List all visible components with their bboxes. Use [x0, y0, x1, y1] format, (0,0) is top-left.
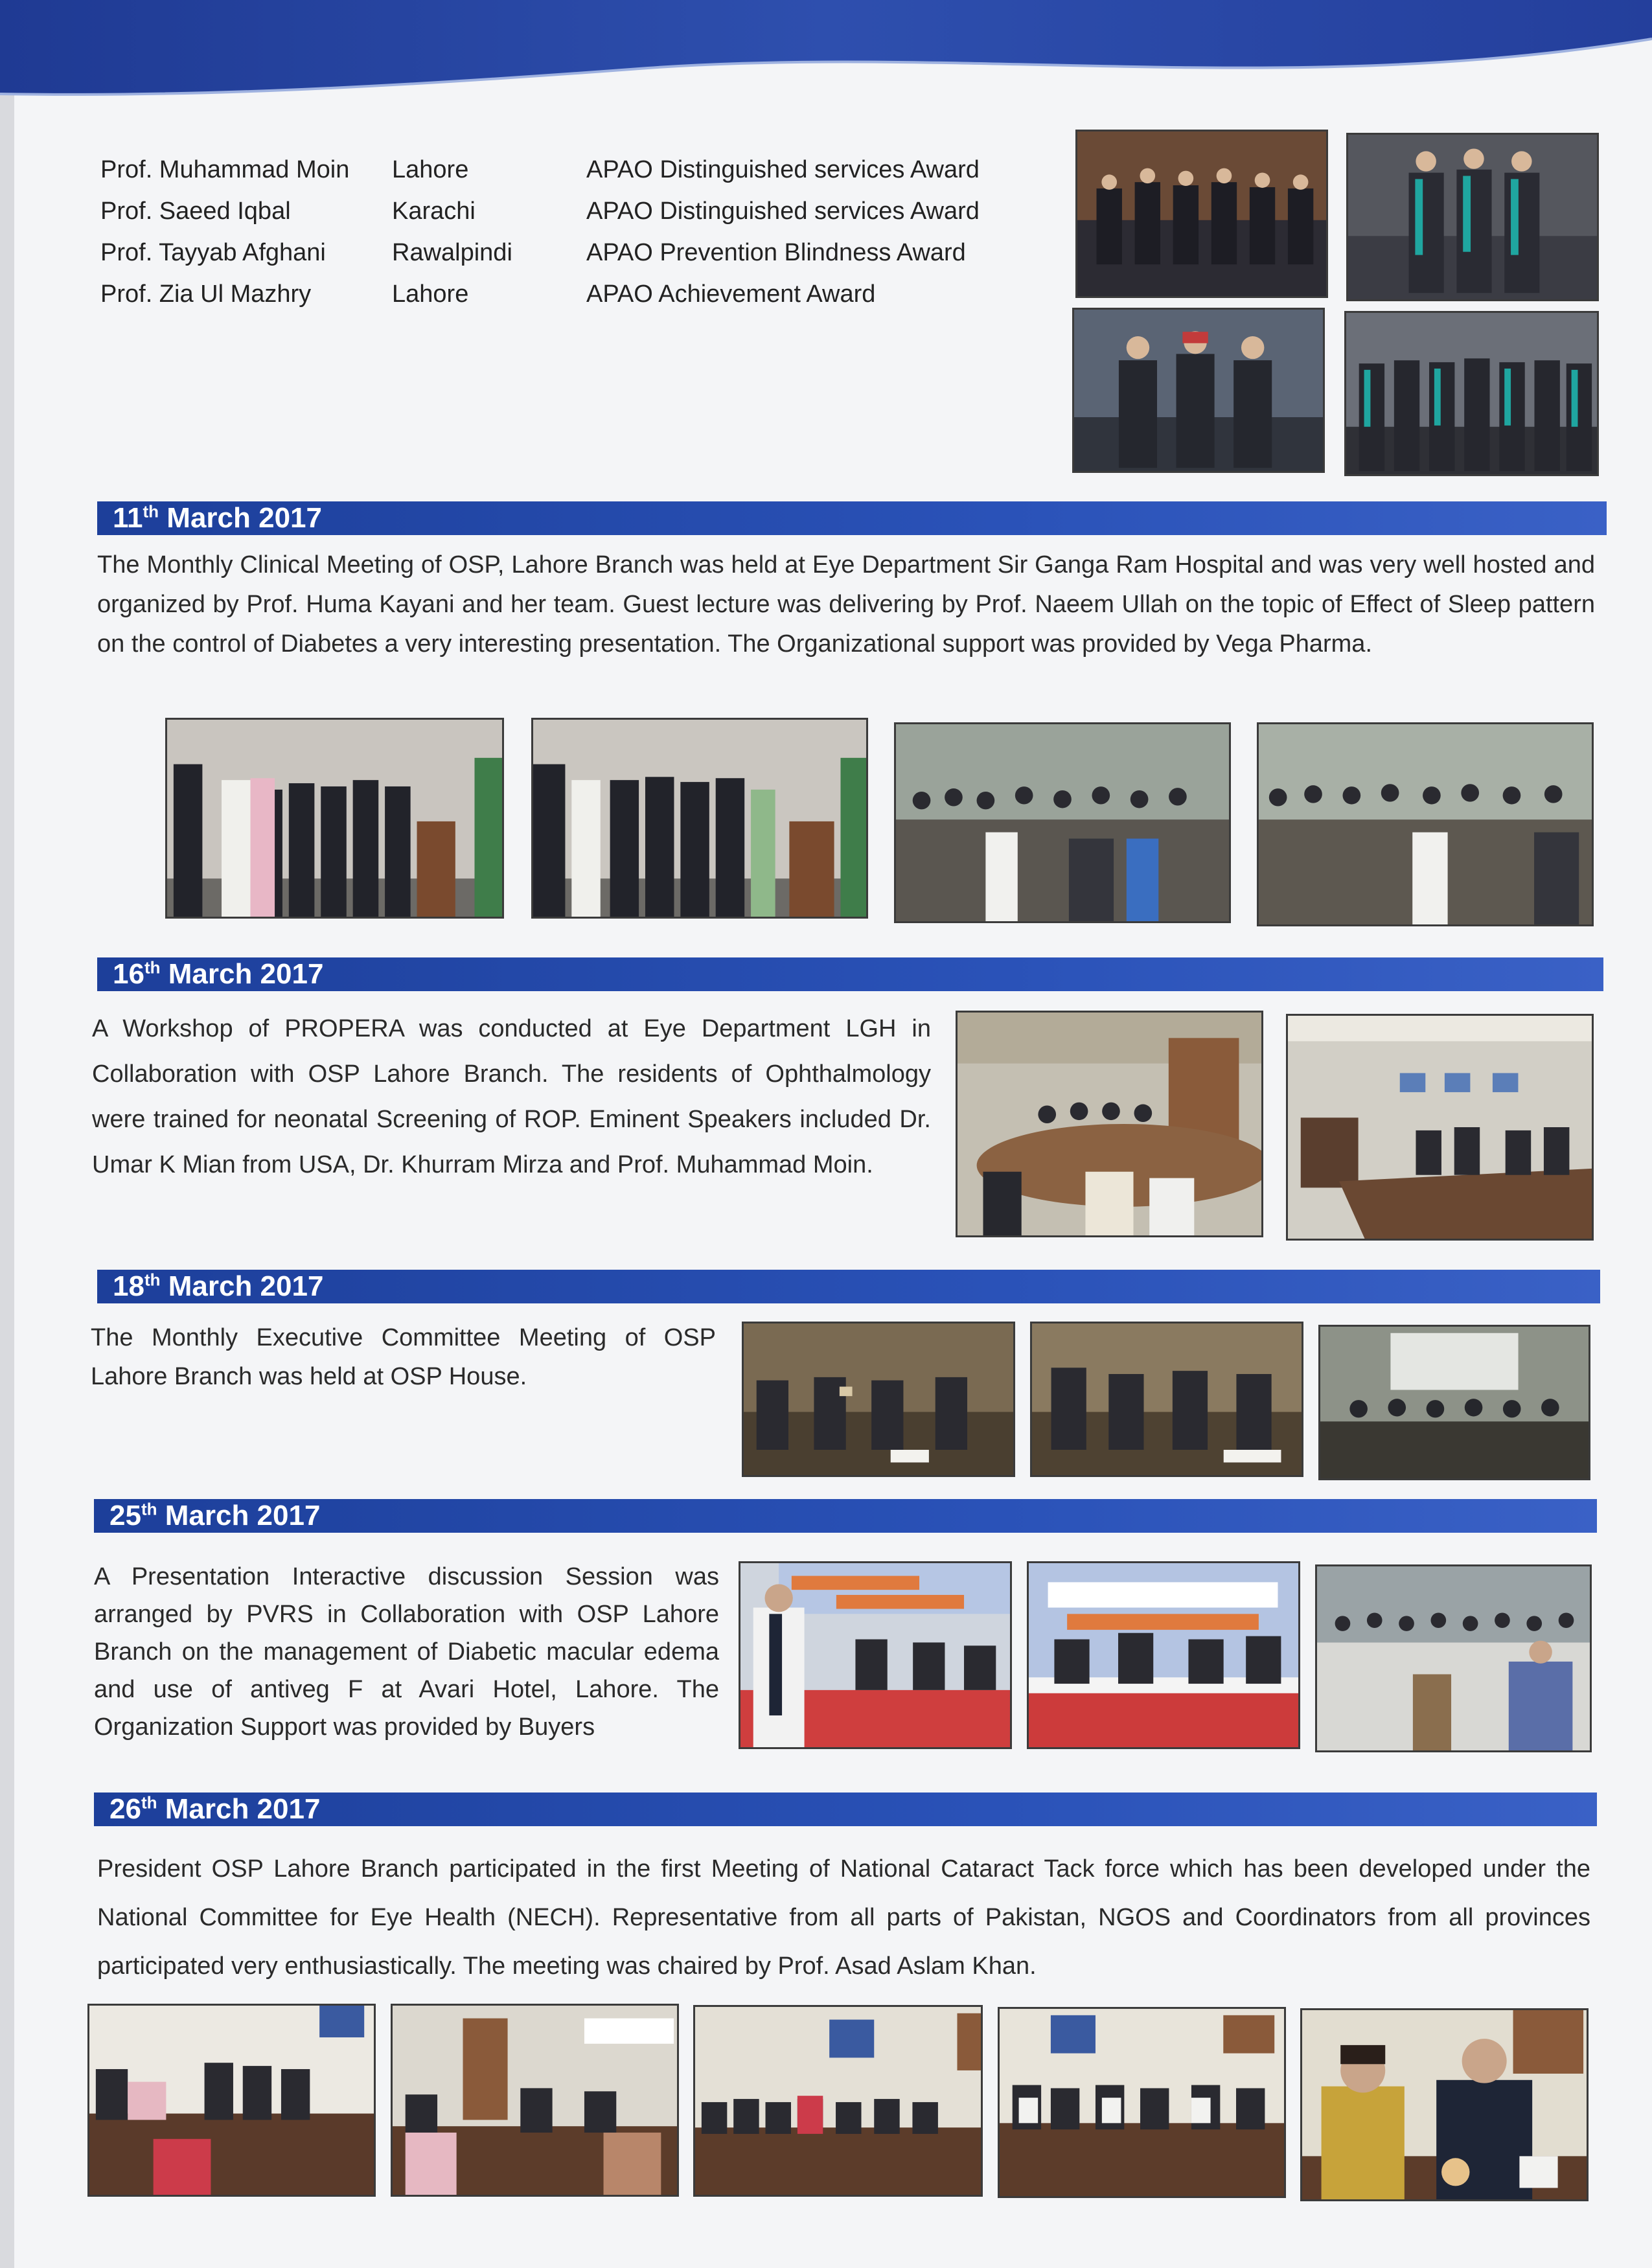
award-photo [1075, 130, 1328, 298]
page-edge [0, 0, 14, 2268]
event-photo [693, 2005, 983, 2197]
event-photo [1300, 2008, 1589, 2201]
awardee-city: Lahore [392, 156, 469, 183]
event-photo [894, 722, 1231, 923]
event-photo [739, 1561, 1012, 1749]
event-photo [1257, 722, 1594, 926]
event-photo [1027, 1561, 1300, 1749]
section-date-bar [94, 1793, 1597, 1826]
section-date-bar [97, 957, 1603, 991]
event-photo [1315, 1564, 1592, 1752]
event-photo [1030, 1322, 1303, 1477]
award-title: APAO Distinguished services Award [586, 198, 980, 225]
awardee-name: Prof. Muhammad Moin [100, 156, 350, 183]
section-text: A Workshop of PROPERA was conducted at Eye Department LGH in Collaboration with OSP Lahore Branch. The residents of Ophthalmology were trained for neonatal Screening of ROP. Eminent Speakers included Dr. Umar K Mian from USA, Dr. Khurram Mirza and Prof. Muhammad Moin. [92, 1015, 931, 1178]
section-month: March 2017 [165, 1793, 321, 1825]
section-day: 16 [113, 958, 144, 990]
section-day-suffix: th [143, 501, 159, 521]
section-text: A Presentation Interactive discussion Session was arranged by PVRS in Collaboration with OSP Lahore Branch on the management of Diabetic macular edema and use of antiveg F at Avari Hotel, Lahore. The Organization Support was provided by Buyers [94, 1563, 719, 1741]
section-day-suffix: th [144, 1270, 161, 1290]
awardee-name: Prof. Tayyab Afghani [100, 239, 326, 266]
award-title: APAO Achievement Award [586, 281, 876, 308]
section-text: The Monthly Executive Committee Meeting of OSP Lahore Branch was held at OSP House. [91, 1324, 716, 1390]
award-title: APAO Prevention Blindness Award [586, 239, 966, 266]
event-photo [1318, 1325, 1590, 1480]
event-photo [1286, 1014, 1594, 1241]
section-day-suffix: th [141, 1793, 157, 1813]
section-day: 11 [113, 502, 143, 534]
event-photo [391, 2004, 679, 2197]
section-date-bar [94, 1499, 1597, 1533]
award-title: APAO Distinguished services Award [586, 156, 980, 183]
section-text: President OSP Lahore Branch participated in the first Meeting of National Cataract Tack force which has been developed under the National Committee for Eye Health (NECH). Representative from all parts of Pakistan, NGOS and Coordinators from all provinces participated very enthusiastically. The meeting was chaired by Prof. Asad Aslam Khan. [97, 1855, 1590, 1980]
awardee-city: Lahore [392, 281, 469, 308]
award-photo [1072, 308, 1325, 473]
section-text: The Monthly Clinical Meeting of OSP, Lahore Branch was held at Eye Department Sir Ganga Ram Hospital and was very well hosted and organized by Prof. Huma Kayani and her team. Guest lecture was delivering by Prof. Naeem Ullah on the topic of Effect of Sleep pattern on the control of Diabetes a very interesting presentation. The Organizational support was provided by Vega Pharma. [97, 551, 1595, 658]
section-date-bar [97, 501, 1607, 535]
event-photo [742, 1322, 1015, 1477]
event-photo [956, 1011, 1263, 1237]
section-day: 18 [113, 1270, 144, 1302]
section-date-bar [97, 1270, 1600, 1303]
event-photo [165, 718, 504, 919]
event-photo [531, 718, 868, 919]
section-month: March 2017 [168, 1270, 324, 1302]
event-photo [87, 2004, 376, 2197]
section-day: 25 [109, 1500, 141, 1531]
awardee-city: Karachi [392, 198, 476, 225]
section-day: 26 [109, 1793, 141, 1825]
top-wave-banner [0, 0, 1652, 130]
section-day-suffix: th [144, 957, 161, 978]
section-day-suffix: th [141, 1499, 157, 1519]
awardee-city: Rawalpindi [392, 239, 512, 266]
event-photo [998, 2007, 1286, 2198]
award-photo [1346, 133, 1599, 301]
section-month: March 2017 [168, 958, 324, 990]
section-month: March 2017 [165, 1500, 321, 1531]
awardee-name: Prof. Zia Ul Mazhry [100, 281, 312, 308]
award-photo [1344, 311, 1599, 476]
awardee-name: Prof. Saeed Iqbal [100, 198, 291, 225]
section-month: March 2017 [166, 502, 322, 534]
